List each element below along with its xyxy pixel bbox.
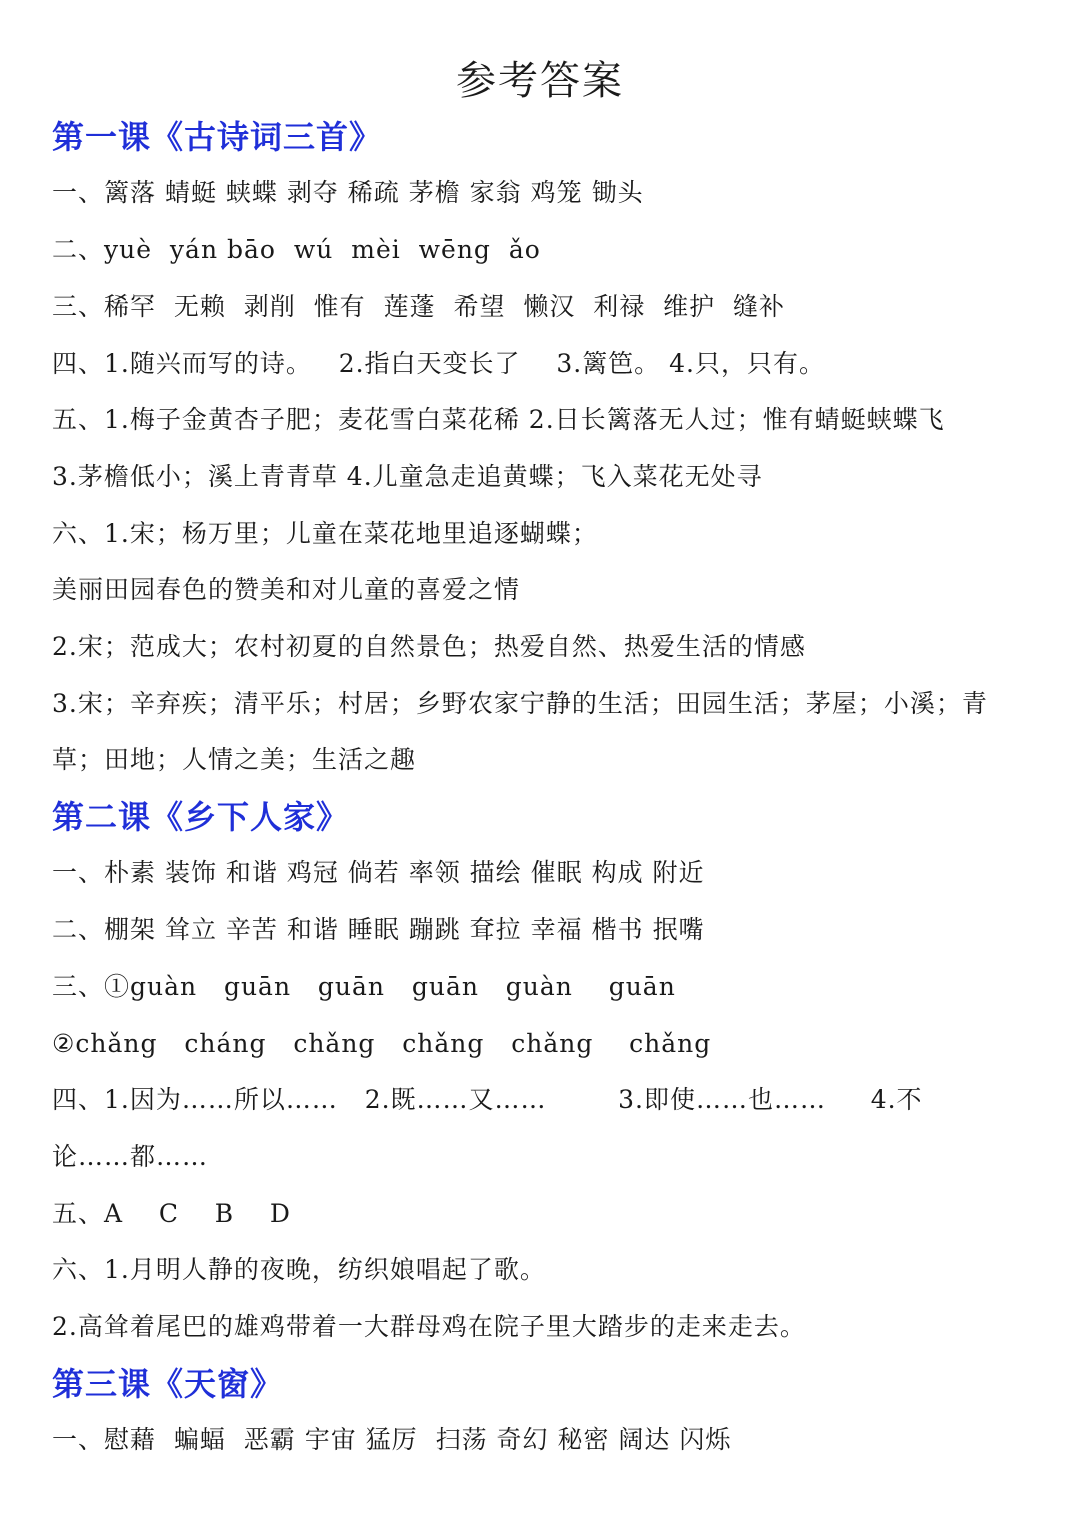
lesson-1-line-9: 2.宋；范成大；农村初夏的自然景色；热爱自然、热爱生活的情感: [52, 632, 806, 661]
lesson-1-line-8: 美丽田园春色的赞美和对儿童的喜爱之情: [52, 575, 521, 604]
lesson-2-line-5: 四、1.因为……所以…… 2.既……又…… 3.即使……也…… 4.不: [52, 1085, 923, 1114]
lesson-1-line-7: 六、1.宋；杨万里；儿童在菜花地里追逐蝴蝶；: [52, 519, 598, 548]
page-title: 参考答案: [456, 58, 624, 104]
lesson-3-heading: 第三课《天窗》: [52, 1365, 284, 1403]
lesson-1-heading: 第一课《古诗词三首》: [52, 118, 383, 156]
lesson-2-line-1: 一、朴素 装饰 和谐 鸡冠 倘若 率领 描绘 催眠 构成 附近: [52, 858, 705, 887]
lesson-1-line-2: 二、yuè yán bāo wú mèi wēng ǎo: [52, 235, 541, 264]
lesson-2-line-2: 二、棚架 耸立 辛苦 和谐 睡眠 蹦跳 耷拉 幸福 楷书 抿嘴: [52, 915, 705, 944]
lesson-2-line-9: 2.高耸着尾巴的雄鸡带着一大群母鸡在院子里大踏步的走来走去。: [52, 1312, 806, 1341]
lesson-2-line-3: 三、①guàn guān guān guān guàn guān: [52, 972, 676, 1001]
lesson-1-line-11: 草；田地；人情之美；生活之趣: [52, 745, 417, 774]
lesson-2-line-7: 五、A C B D: [52, 1199, 291, 1228]
lesson-1-line-4: 四、1.随兴而写的诗。 2.指白天变长了 3.篱笆。 4.只，只有。: [52, 349, 825, 378]
lesson-2-heading: 第二课《乡下人家》: [52, 798, 350, 836]
lesson-1-line-6: 3.茅檐低小；溪上青青草 4.儿童急走追黄蝶；飞入菜花无处寻: [52, 462, 763, 491]
lesson-1-line-3: 三、稀罕 无赖 剥削 惟有 莲蓬 希望 懒汉 利禄 维护 缝补: [52, 292, 786, 321]
lesson-1-line-10: 3.宋；辛弃疾；清平乐；村居；乡野农家宁静的生活；田园生活；茅屋；小溪；青: [52, 689, 988, 718]
lesson-2-line-8: 六、1.月明人静的夜晚，纺织娘唱起了歌。: [52, 1255, 546, 1284]
lesson-3-line-1: 一、慰藉 蝙蝠 恶霸 宇宙 猛厉 扫荡 奇幻 秘密 阔达 闪烁: [52, 1425, 732, 1454]
lesson-1-line-5: 五、1.梅子金黄杏子肥；麦花雪白菜花稀 2.日长篱落无人过；惟有蜻蜓蛱蝶飞: [52, 405, 945, 434]
lesson-2-line-4: ②chǎng cháng chǎng chǎng chǎng chǎng: [52, 1029, 712, 1058]
lesson-1-line-1: 一、篱落 蜻蜓 蛱蝶 剥夺 稀疏 茅檐 家翁 鸡笼 锄头: [52, 178, 644, 207]
lesson-2-line-6: 论……都……: [52, 1142, 209, 1171]
